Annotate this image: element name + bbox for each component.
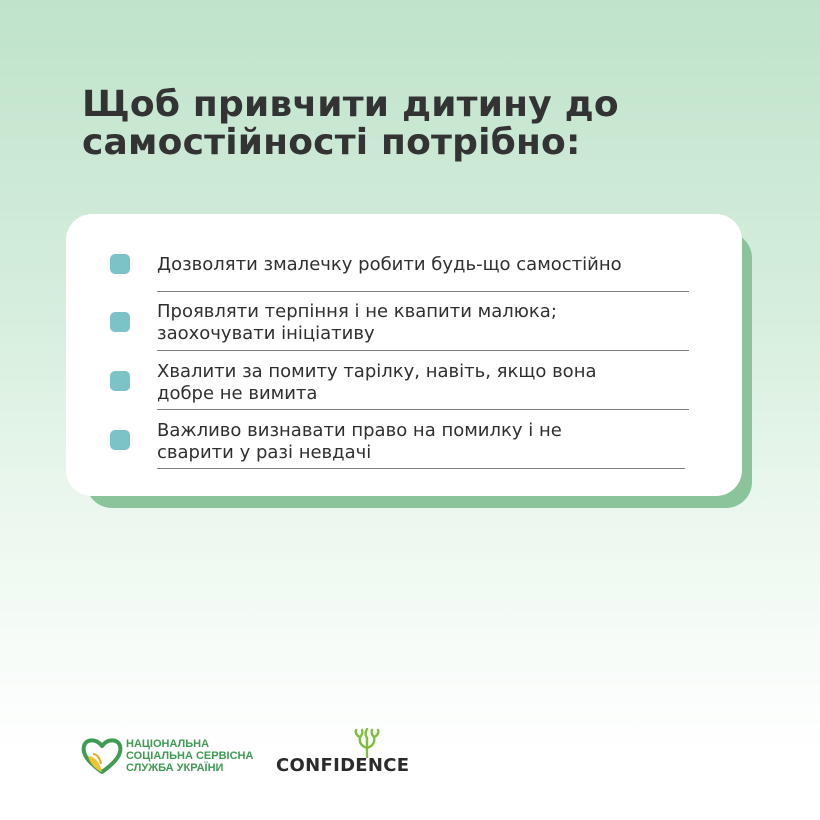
bullet-square-icon xyxy=(110,254,130,274)
page-title-line-2: самостійності потрібно: xyxy=(82,122,581,163)
heart-leaf-icon xyxy=(80,734,124,778)
bullet-square-icon xyxy=(110,312,130,332)
nsss-logo xyxy=(80,734,270,778)
page-title-line-1: Щоб привчити дитину до xyxy=(82,84,619,125)
list-item-text: Важливо визнавати право на помилку і не сварити у разі невдачі xyxy=(157,420,562,463)
list-item-text: Проявляти терпіння і не квапити малюка; заохочувати ініціативу xyxy=(157,301,557,344)
divider xyxy=(157,291,689,292)
list-item-text: Дозволяти змалечку робити будь-що самостійно xyxy=(157,254,622,275)
confidence-logo xyxy=(276,728,418,776)
confidence-logo-text: CONFIDENCE xyxy=(276,755,410,776)
bullet-square-icon xyxy=(110,430,130,450)
nsss-logo-text: НАЦІОНАЛЬНА СОЦІАЛЬНА СЕРВІСНА СЛУЖБА УКРАЇНИ xyxy=(126,738,254,774)
bullet-square-icon xyxy=(110,371,130,391)
tree-sprout-icon xyxy=(347,728,387,758)
page-title xyxy=(82,86,722,162)
list-item-text: Хвалити за помиту тарілку, навіть, якщо вона добре не вимита xyxy=(157,361,597,404)
tips-card xyxy=(66,214,742,496)
divider xyxy=(157,468,685,469)
divider xyxy=(157,350,689,351)
divider xyxy=(157,409,689,410)
